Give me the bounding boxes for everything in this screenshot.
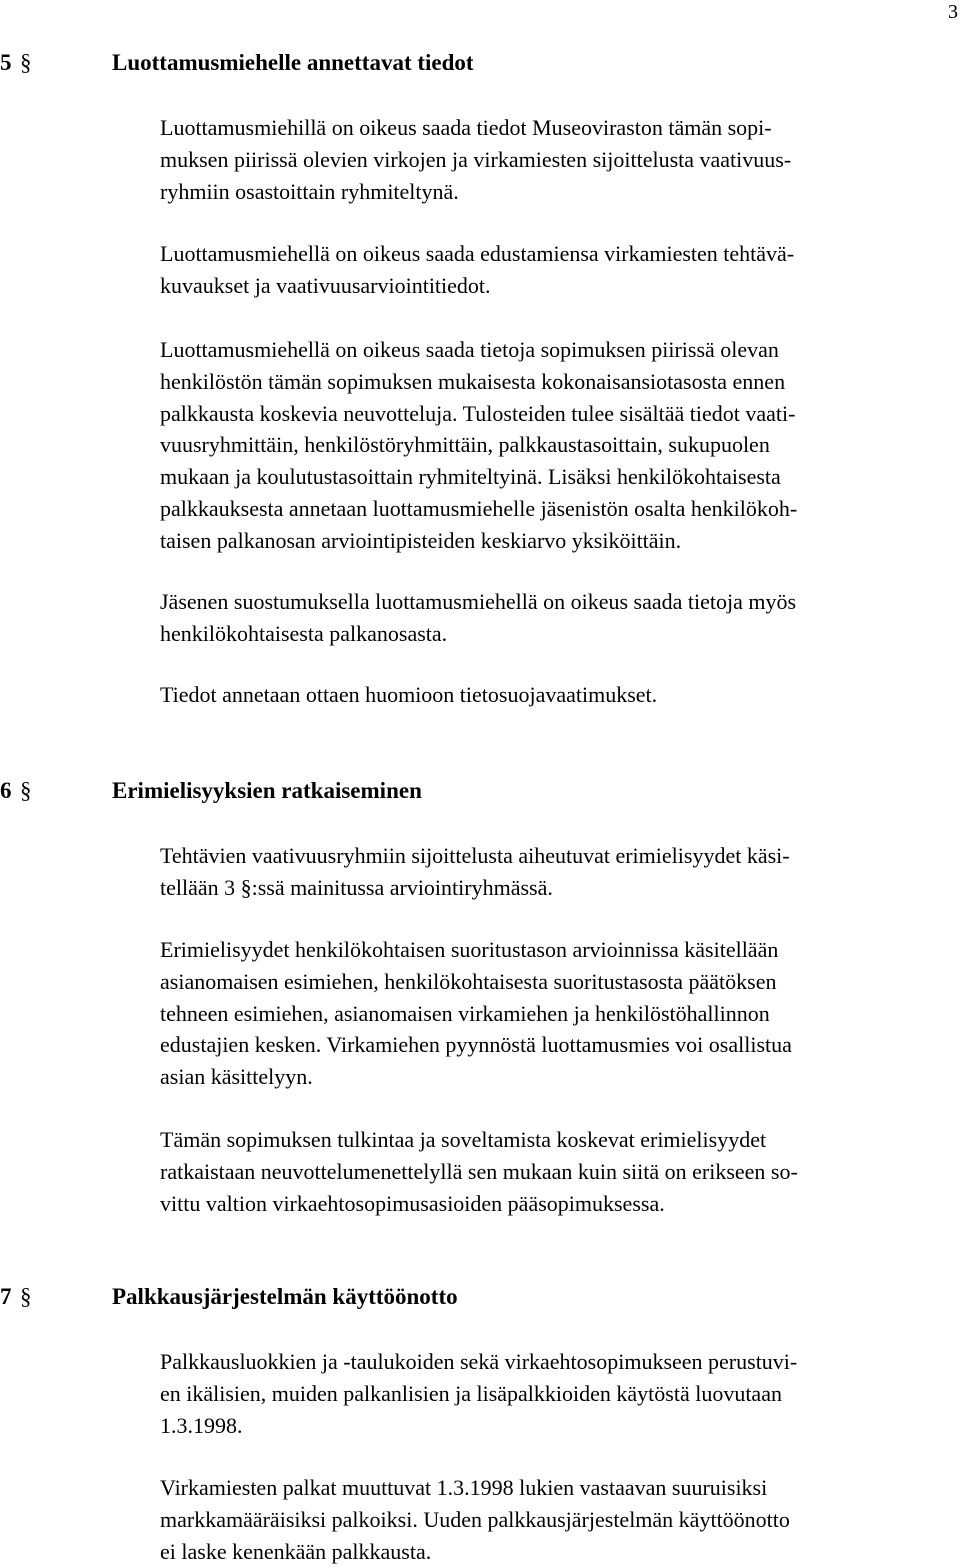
text-line: asian käsittelyyn. bbox=[160, 1064, 313, 1090]
text-line: Tiedot annetaan ottaen huomioon tietosuojavaatimukset. bbox=[160, 682, 658, 707]
text-line: palkkausta koskevia neuvotteluja. Tulosteiden tulee sisältää tiedot vaati- bbox=[160, 400, 796, 426]
paragraph bbox=[160, 334, 797, 557]
text-line: vittu valtion virkaehtosopimusasioiden pääsopimuksessa. bbox=[160, 1190, 665, 1216]
section-title: Palkkausjärjestelmän käyttöönotto bbox=[112, 1284, 458, 1309]
text-line: Jäsenen suostumuksella luottamusmiehellä on oikeus saada tietoja myös bbox=[160, 589, 797, 614]
text-line: Luottamusmiehillä on oikeus saada tiedot Museoviraston tämän sopi- bbox=[160, 115, 772, 140]
paragraph bbox=[160, 934, 792, 1093]
text-line: ei laske kenenkään palkkausta. bbox=[160, 1538, 432, 1564]
text-line: henkilökohtaisesta palkanosasta. bbox=[160, 620, 448, 646]
text-line: 1.3.1998. bbox=[160, 1412, 243, 1438]
text-line: Tämän sopimuksen tulkintaa ja soveltamista koskevat erimielisyydet bbox=[160, 1127, 767, 1152]
paragraph bbox=[160, 238, 794, 302]
section-title: Luottamusmiehelle annettavat tiedot bbox=[112, 50, 474, 75]
text-line: Luottamusmiehellä on oikeus saada edustamiensa virkamiesten tehtävä- bbox=[160, 241, 795, 266]
text-line: vuusryhmittäin, henkilöstöryhmittäin, palkkaustasoittain, sukupuolen bbox=[160, 432, 770, 458]
paragraph bbox=[160, 1346, 797, 1441]
text-line: kuvaukset ja vaativuusarviointitiedot. bbox=[160, 272, 491, 298]
text-line: en ikälisien, muiden palkanlisien ja lisäpalkkioiden käytöstä luovutaan bbox=[160, 1380, 782, 1406]
text-line: mukaan ja koulutustasoittain ryhmiteltyinä. Lisäksi henkilökohtaisesta bbox=[160, 464, 781, 490]
text-line: markkamääräisiksi palkoiksi. Uuden palkkausjärjestelmän käyttöönotto bbox=[160, 1506, 790, 1532]
paragraph bbox=[160, 112, 791, 207]
section-symbol: § bbox=[20, 1284, 32, 1309]
text-line: ryhmiin osastoittain ryhmiteltynä. bbox=[160, 178, 459, 204]
section-symbol: § bbox=[20, 50, 32, 75]
text-line: edustajien kesken. Virkamiehen pyynnöstä luottamusmies voi osallistua bbox=[160, 1032, 792, 1058]
text-line: Erimielisyydet henkilökohtaisen suoritustason arvioinnissa käsitellään bbox=[160, 937, 779, 962]
paragraph bbox=[160, 1124, 798, 1219]
paragraph bbox=[160, 840, 790, 904]
paragraph bbox=[160, 1472, 790, 1567]
text-line: ratkaistaan neuvottelumenettelyllä sen mukaan kuin siitä on erikseen so- bbox=[160, 1158, 798, 1184]
text-line: tehneen esimiehen, asianomaisen virkamiehen ja henkilöstöhallinnon bbox=[160, 1000, 770, 1026]
text-line: Luottamusmiehellä on oikeus saada tietoja sopimuksen piirissä olevan bbox=[160, 337, 779, 362]
section-number: 5 bbox=[0, 50, 12, 75]
section-number: 7 bbox=[0, 1284, 12, 1309]
text-line: tellään 3 §:ssä mainitussa arviointiryhmässä. bbox=[160, 874, 553, 900]
text-line: palkkauksesta annetaan luottamusmiehelle jäsenistön osalta henkilökoh- bbox=[160, 495, 798, 521]
text-line: Virkamiesten palkat muuttuvat 1.3.1998 lukien vastaavan suuruisiksi bbox=[160, 1475, 768, 1500]
section-title: Erimielisyyksien ratkaiseminen bbox=[112, 778, 422, 803]
text-line: asianomaisen esimiehen, henkilökohtaisesta suoritustasosta päätöksen bbox=[160, 968, 777, 994]
section-symbol: § bbox=[20, 778, 32, 803]
paragraph bbox=[160, 586, 796, 650]
section-number: 6 bbox=[0, 778, 12, 803]
paragraph bbox=[160, 679, 657, 711]
text-line: Palkkausluokkien ja -taulukoiden sekä virkaehtosopimukseen perustuvi- bbox=[160, 1349, 798, 1374]
page-number: 3 bbox=[948, 1, 958, 23]
text-line: muksen piirissä olevien virkojen ja virkamiesten sijoittelusta vaativuus- bbox=[160, 146, 792, 172]
text-line: taisen palkanosan arviointipisteiden keskiarvo yksiköittäin. bbox=[160, 527, 682, 553]
text-line: Tehtävien vaativuusryhmiin sijoittelusta aiheutuvat erimielisyydet käsi- bbox=[160, 843, 790, 868]
text-line: henkilöstön tämän sopimuksen mukaisesta kokonaisansiotasosta ennen bbox=[160, 368, 786, 394]
